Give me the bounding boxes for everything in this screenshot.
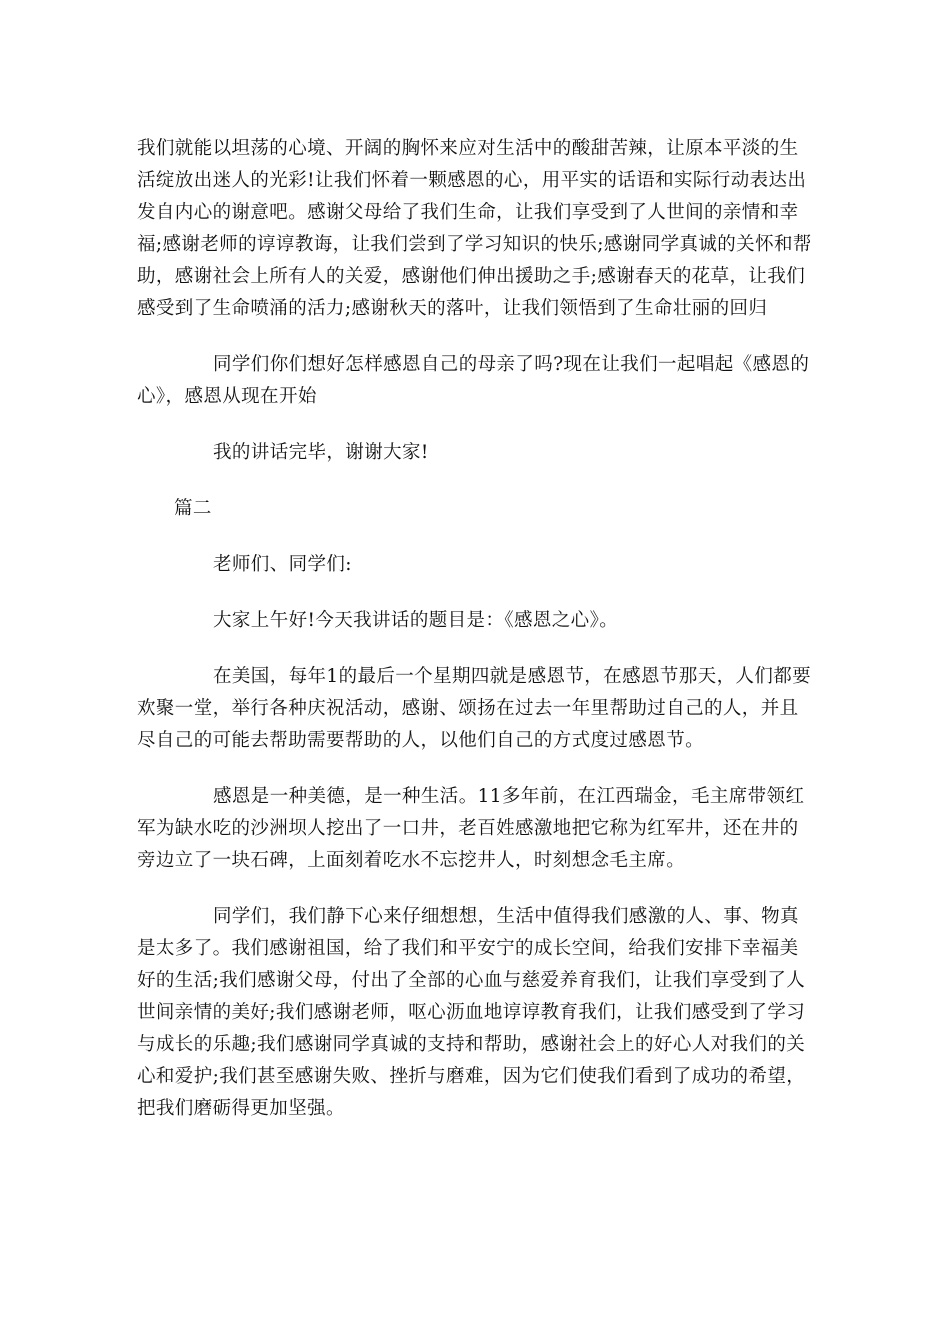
paragraph-speech-end: 我的讲话完毕，谢谢大家! [213,442,429,463]
document-body [137,133,813,1125]
paragraph-thanksgiving: 在美国，每年1的最后一个星期四就是感恩节，在感恩节那天，人们都要欢聚一堂，举行各种庆祝活动，感谢、颂扬在过去一年里帮助过自己的人，并且尽自己的可能去帮助需要帮助的人，以他们自己的方式度过感恩节。 [137,666,812,751]
paragraph-greeting: 老师们、同学们: [213,554,352,575]
paragraph-gratitude-life: 同学们，我们静下心来仔细想想，生活中值得我们感激的人、事、物真是太多了。我们感谢祖国，给了我们和平安宁的成长空间，给我们安排下幸福美好的生活;我们感谢父母，付出了全部的心血与慈爱养育我们，让我们享受到了人世间亲情的美好;我们感谢老师，呕心沥血地谆谆教育我们，让我们感受到了学习与成长的乐趣;我们感谢同学真诚的支持和帮助，感谢社会上的好心人对我们的关心和爱护;我们甚至感谢失败、挫折与磨难，因为它们使我们看到了成功的希望，把我们磨砺得更加坚强。 [137,906,806,1119]
paragraph-continuation: 我们就能以坦荡的心境、开阔的胸怀来应对生活中的酸甜苦辣，让原本平淡的生活绽放出迷人的光彩!让我们怀着一颗感恩的心，用平实的话语和实际行动表达出发自内心的谢意吧。感谢父母给了我们生命，让我们享受到了人世间的亲情和幸福;感谢老师的谆谆教诲，让我们尝到了学习知识的快乐;感谢同学真诚的关怀和帮助，感谢社会上所有人的关爱，感谢他们伸出援助之手;感谢春天的花草，让我们感受到了生命喷涌的活力;感谢秋天的落叶，让我们领悟到了生命壮丽的回归 [137,138,812,319]
paragraph-closing-call: 同学们你们想好怎样感恩自己的母亲了吗?现在让我们一起唱起《感恩的心》，感恩从现在开始 [137,354,810,407]
paragraph-topic: 大家上午好!今天我讲话的题目是：《感恩之心》。 [213,610,619,631]
section-heading: 篇二 [174,498,212,519]
paragraph-gratitude-virtue: 感恩是一种美德，是一种生活。11多年前，在江西瑞金，毛主席带领红军为缺水吃的沙洲坝人挖出了一口井，老百姓感激地把它称为红军井，还在井的旁边立了一块石碑，上面刻着吃水不忘挖井人，时刻想念毛主席。 [137,786,805,871]
